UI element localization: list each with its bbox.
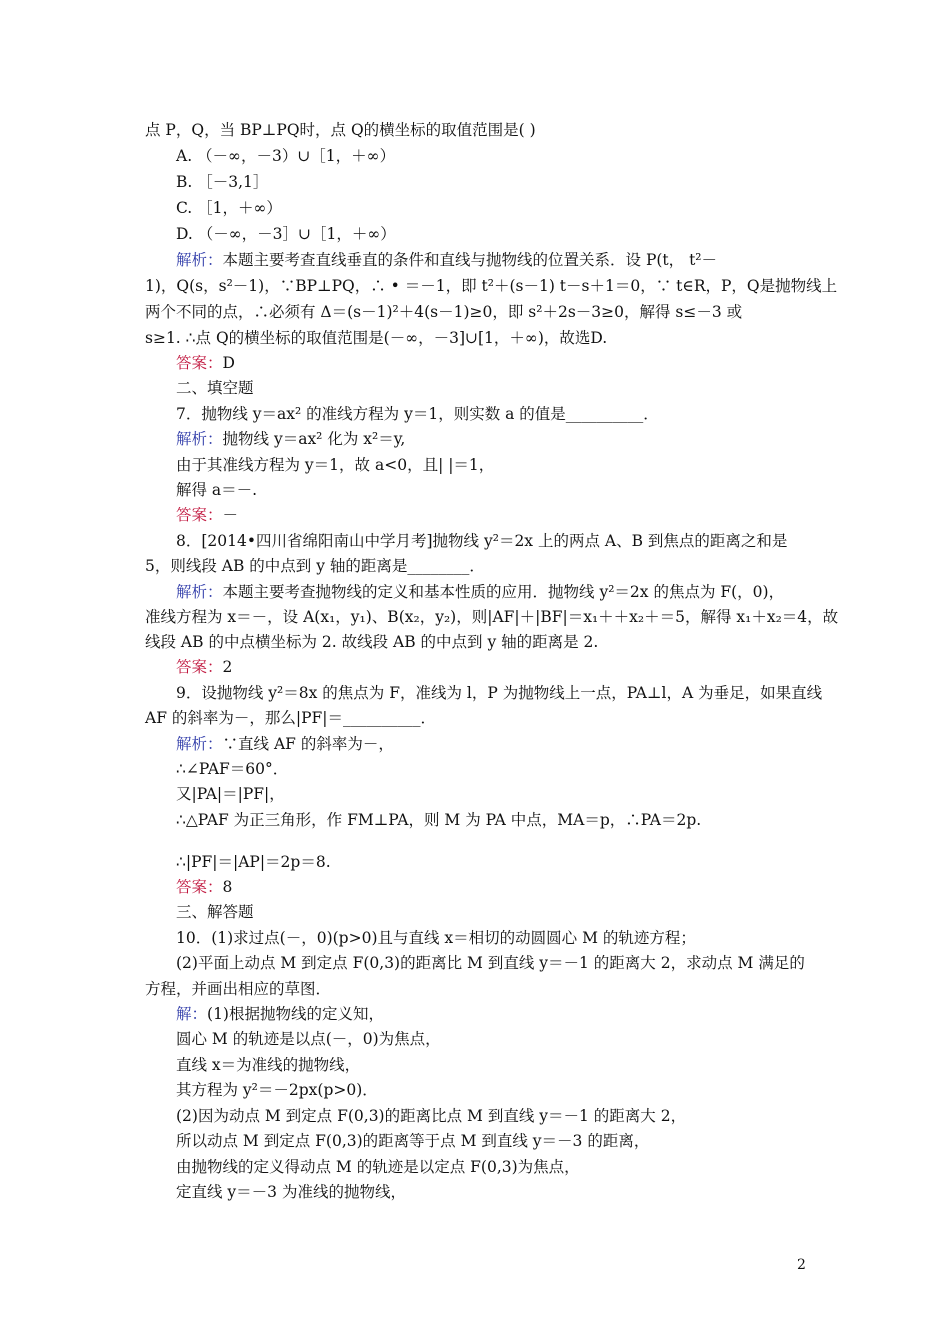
q6-option-b: B. ［－3,1］ (176, 173, 269, 191)
q6-option-c: C. ［1，＋∞） (176, 199, 282, 217)
q9-analysis-line: ∴|PF|＝|AP|＝2p＝8. (176, 853, 331, 871)
answer-value: － (222, 506, 239, 524)
answer-value: D (222, 354, 235, 372)
q9-stem: 9．设抛物线 y²＝8x 的焦点为 F，准线为 l，P 为抛物线上一点，PA⊥l，A 为垂足，如果直线 (176, 684, 823, 702)
q8-analysis (176, 582, 805, 602)
q8-answer (176, 657, 805, 677)
q10-stem-line: (2)平面上动点 M 到定点 F(0,3)的距离比 M 到直线 y＝－1 的距离大 2，求动点 M 满足的 (176, 954, 805, 972)
answer-value: 2 (222, 658, 233, 676)
analysis-text: 本题主要考查抛物线的定义和基本性质的应用．抛物线 y²＝2x 的焦点为 F(，0)， (222, 583, 785, 601)
solution-text: (1)根据抛物线的定义知， (207, 1005, 384, 1023)
q10-solution-line: 圆心 M 的轨迹是以点(－，0)为焦点， (176, 1030, 441, 1048)
q10-solution-line: 其方程为 y²＝－2px(p>0)． (176, 1081, 378, 1099)
q7-analysis (176, 429, 805, 449)
q6-option-d: D. （－∞，－3］∪［1，＋∞） (176, 225, 396, 243)
analysis-label: 解析： (176, 735, 223, 753)
section-heading: 二、填空题 (176, 379, 254, 397)
q8-analysis-line: 线段 AB 的中点横坐标为 2. 故线段 AB 的中点到 y 轴的距离是 2. (145, 633, 599, 651)
q10-solution (176, 1004, 805, 1024)
answer-label: 答案： (176, 658, 223, 676)
q10-solution-line: 由抛物线的定义得动点 M 的轨迹是以定点 F(0,3)为焦点， (176, 1158, 580, 1176)
page-number: 2 (797, 1257, 806, 1273)
q6-answer (176, 353, 805, 373)
q8-analysis-line: 准线方程为 x＝－，设 A(x₁，y₁)、B(x₂，y₂)，则|AF|＋|BF|＝x₁＋＋x₂＋＝5，解得 x₁＋x₂＝4，故 (145, 608, 839, 626)
q9-analysis-line: ∴△PAF 为正三角形，作 FM⊥PA，则 M 为 PA 中点，MA＝p，∴PA＝2p. (176, 811, 702, 829)
answer-value: 8 (222, 878, 233, 896)
q10-solution-line: 定直线 y＝－3 为准线的抛物线， (176, 1183, 406, 1201)
answer-label: 答案： (176, 506, 223, 524)
q6-option-a: A. （－∞，－3）∪［1，＋∞） (176, 147, 396, 165)
q7-analysis-line: 解得 a＝－. (176, 481, 258, 499)
section-heading: 三、解答题 (176, 903, 254, 921)
solution-label: 解： (176, 1005, 208, 1023)
q10-stem-line: 方程，并画出相应的草图． (145, 980, 332, 998)
q9-analysis (176, 734, 805, 754)
q9-answer (176, 877, 805, 897)
q7-analysis-line: 由于其准线方程为 y＝1，故 a<0，且| |＝1， (176, 456, 495, 474)
q9-analysis-line: ∴∠PAF＝60°． (176, 760, 289, 778)
q6-stem: 点 P，Q，当 BP⊥PQ时，点 Q的横坐标的取值范围是( ) (145, 121, 536, 139)
q7-stem: 7．抛物线 y＝ax² 的准线方程为 y＝1，则实数 a 的值是__________． (176, 405, 659, 423)
q7-answer (176, 505, 805, 525)
analysis-text: 本题主要考查直线垂直的条件和直线与抛物线的位置关系．设 P(t， t²－ (222, 251, 718, 269)
q8-stem-line: 5，则线段 AB 的中点到 y 轴的距离是________． (145, 557, 485, 575)
analysis-text: 抛物线 y＝ax² 化为 x²＝y, (222, 430, 406, 448)
analysis-text: ∵直线 AF 的斜率为－， (222, 735, 394, 753)
q6-analysis-line: 1)，Q(s，s²－1)，∵BP⊥PQ，∴ • ＝－1，即 t²＋(s－1) t－s＋1＝0，∵ t∈R，P，Q是抛物线上 (145, 277, 838, 295)
q6-analysis-line: s≥1. ∴点 Q的横坐标的取值范围是(－∞，－3]∪[1，＋∞)，故选D. (145, 329, 608, 347)
q6-analysis (176, 250, 805, 270)
q9-stem-line: AF 的斜率为－，那么|PF|＝__________． (145, 709, 437, 727)
q10-solution-line: 所以动点 M 到定点 F(0,3)的距离等于点 M 到直线 y＝－3 的距离， (176, 1132, 650, 1150)
q10-stem: 10．(1)求过点(－，0)(p>0)且与直线 x＝相切的动圆圆心 M 的轨迹方程； (176, 929, 696, 947)
analysis-label: 解析： (176, 430, 223, 448)
analysis-label: 解析： (176, 251, 223, 269)
answer-label: 答案： (176, 878, 223, 896)
q9-analysis-line: 又|PA|＝|PF|， (176, 785, 285, 803)
q8-stem: 8．[2014•四川省绵阳南山中学月考]抛物线 y²＝2x 上的两点 A、B 到焦点的距离之和是 (176, 532, 788, 550)
analysis-label: 解析： (176, 583, 223, 601)
q10-solution-line: 直线 x＝为准线的抛物线， (176, 1056, 361, 1074)
q6-analysis-line: 两个不同的点，∴必须有 Δ＝(s－1)²＋4(s－1)≥0，即 s²＋2s－3≥0，解得 s≤－3 或 (145, 303, 743, 321)
answer-label: 答案： (176, 354, 223, 372)
q10-solution-line: (2)因为动点 M 到定点 F(0,3)的距离比点 M 到直线 y＝－1 的距离大 2， (176, 1107, 687, 1125)
